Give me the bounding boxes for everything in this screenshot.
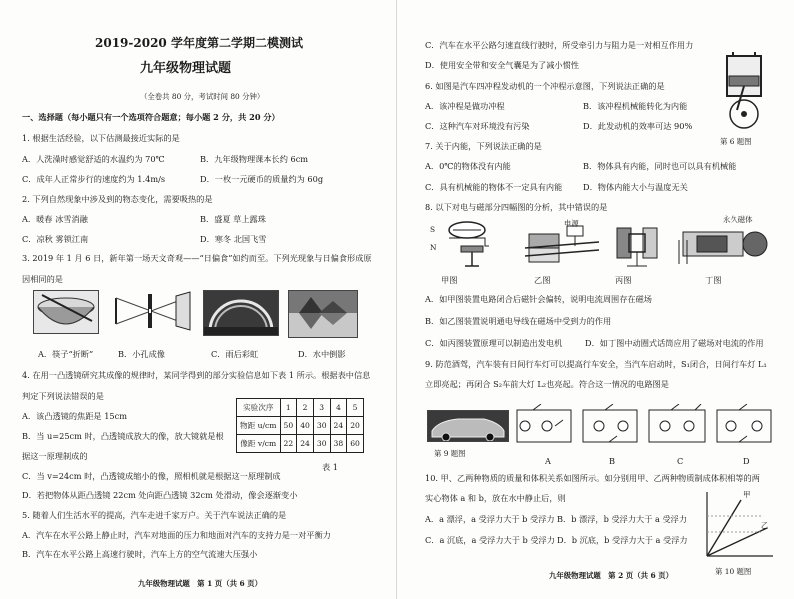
- q3-photo-reflection: [288, 290, 358, 338]
- q4-option-a: A．该凸透镜的焦距是 15cm: [22, 411, 127, 421]
- circuit-b: [583, 404, 637, 442]
- table-row-header: 物距 u/cm: [237, 417, 281, 435]
- q1-option-a: A．人洗澡时感觉舒适的水温约为 70℃: [22, 154, 165, 164]
- generator-coil-icon: [607, 216, 667, 272]
- circuit-c: [649, 404, 705, 442]
- circuit-a: [517, 404, 571, 442]
- q1-stem: 1. 根据生活经验，以下估测最接近实际的是: [22, 133, 180, 143]
- q10-option-d: D．b 沉底，b 受浮力大于 a 受浮力: [557, 535, 688, 545]
- q2-option-b: B．盛夏 草上露珠: [200, 214, 266, 224]
- bowl-icon: [34, 291, 98, 333]
- q9-figure-caption: 第 9 题图: [434, 449, 466, 458]
- magnet-rail-icon: [521, 216, 603, 272]
- q8-option-b: B．如乙图装置说明通电导线在磁场中受到力的作用: [425, 316, 612, 326]
- q9-option-c: C: [677, 456, 684, 466]
- q3-photo-rainbow: [203, 290, 279, 336]
- table-cell: 38: [330, 435, 347, 453]
- compass-circuit-icon: [429, 216, 513, 272]
- q6-engine-diagram: [715, 52, 773, 132]
- q10-option-a: A．a 漂浮，a 受浮力大于 b 受浮力: [425, 514, 555, 524]
- table-row: [237, 435, 364, 453]
- table-cell: 24: [330, 417, 347, 435]
- q7-stem: 7. 关于内能，下列说法正确的是: [425, 141, 542, 151]
- q10-graph-label-jia: 甲: [743, 490, 751, 499]
- engine-cylinder-icon: [715, 52, 773, 132]
- table-row-header: 像距 v/cm: [237, 435, 281, 453]
- q8-label-s: S: [430, 225, 436, 234]
- table-cell: 24: [297, 435, 314, 453]
- q3-option-c: C．雨后彩虹: [211, 349, 259, 359]
- q1-option-d: D．一枚一元硬币的质量约为 60g: [200, 174, 324, 184]
- table-cell: 60: [347, 435, 364, 453]
- q3-option-a: A．筷子“折断”: [38, 349, 94, 359]
- q4-option-b-line2: 据这一原理制成的: [22, 451, 88, 461]
- table-row: [237, 399, 364, 417]
- q10-stem-line1: 10. 甲、乙两种物质的质量和体积关系如图所示。如分别用甲、乙两种物质制成体积相等的两: [425, 473, 760, 483]
- circuit-d: [717, 404, 771, 442]
- q8-figure-yi: [521, 216, 603, 272]
- table-row: [237, 417, 364, 435]
- q6-option-d: D．此发动机的效率可达 90%: [583, 121, 693, 131]
- q9-option-a: A: [545, 456, 551, 466]
- q4-option-d: D．若把物体从距凸透镜 22cm 处向距凸透镜 32cm 处滑动，像会逐渐变小: [22, 490, 298, 500]
- exam-subtitle: 九年级物理试题: [140, 61, 232, 76]
- q5-option-c: C．汽车在水平公路匀速直线行驶时，所受牵引力与阻力是一对相互作用力: [425, 40, 694, 50]
- q3-option-b: B．小孔成像: [118, 349, 165, 359]
- q9-option-b: B: [609, 456, 616, 466]
- q8-caption-jia: 甲图: [441, 275, 458, 285]
- q3-diagram-pinhole: [110, 290, 192, 332]
- q3-option-d: D．水中倒影: [298, 349, 346, 359]
- q6-option-b: B．该冲程机械能转化为内能: [583, 101, 688, 111]
- table-cell: 50: [280, 417, 297, 435]
- q5-option-b: B．汽车在水平公路上高速行驶时，汽车上方的空气流速大压强小: [22, 549, 258, 559]
- table-cell: 4: [330, 399, 347, 417]
- q7-option-d: D．物体内能大小与温度无关: [583, 182, 688, 192]
- q4-stem-line2: 判定下列说法错误的是: [22, 391, 104, 401]
- q8-label-n: N: [430, 243, 437, 252]
- q6-option-c: C．这种汽车对环境没有污染: [425, 121, 530, 131]
- table-cell: 20: [347, 417, 364, 435]
- exam-meta: （全卷共 80 分，考试时间 80 分钟）: [140, 92, 265, 101]
- q8-option-c: C．如丙图装置原理可以制造出发电机: [425, 338, 563, 348]
- q2-stem: 2. 下列自然现象中涉及到的物态变化，需要吸热的是: [22, 194, 213, 204]
- q8-figure-bing: [607, 216, 667, 272]
- q10-option-c: C．a 沉底，a 受浮力大于 b 受浮力: [425, 535, 555, 545]
- q2-option-c: C．凉秋 雾锁江南: [22, 234, 89, 244]
- q9-circuit-diagrams: [513, 404, 775, 450]
- page-2-footer: 九年级物理试题 第 2 页（共 6 页）: [549, 571, 674, 580]
- table-cell: 3: [313, 399, 330, 417]
- q3-stem-line2: 因相同的是: [22, 274, 63, 284]
- q3-photo-chopsticks: [33, 290, 99, 334]
- q2-option-a: A．暖春 冰雪消融: [22, 214, 88, 224]
- q9-stem-line1: 9. 防范酒驾，汽车装有日间行车灯可以提高行车安全，当汽车启动时，S₁闭合，日间行车灯 L₁: [425, 359, 767, 369]
- section-1-heading: 一、选择题（每小题只有一个选项符合题意；每小题 2 分，共 20 分）: [22, 112, 280, 122]
- table-cell: 2: [297, 399, 314, 417]
- q4-table-caption: 表 1: [322, 462, 338, 472]
- q8-stem: 8. 以下对电与磁部分四幅图的分析，其中错误的是: [425, 202, 608, 212]
- q2-option-d: D．寒冬 北国飞雪: [200, 234, 267, 244]
- q8-caption-bing: 丙图: [615, 275, 632, 285]
- q4-stem-line1: 4. 在用一凸透镜研究其成像的规律时，某同学得到的部分实验信息如下表 1 所示。根据表中信息: [22, 370, 371, 380]
- table-cell: 1: [280, 399, 297, 417]
- q4-option-b-line1: B．当 u=25cm 时，凸透镜成放大的像，放大镜就是根: [22, 431, 224, 441]
- q1-option-b: B．九年级物理课本长约 6cm: [200, 154, 309, 164]
- q10-graph-label-yi: 乙: [761, 521, 769, 530]
- q10-stem-line2: 实心物体 a 和 b，放在水中静止后，则: [425, 493, 566, 503]
- table-cell: 30: [313, 417, 330, 435]
- q6-figure-caption: 第 6 题图: [720, 137, 752, 146]
- q1-option-c: C．成年人正常步行的速度约为 1.4m/s: [22, 174, 166, 184]
- q8-option-d: D．如丁图中动圈式话筒应用了磁场对电流的作用: [585, 338, 764, 348]
- q5-option-d: D．使用安全带和安全气囊是为了减小惯性: [425, 60, 579, 70]
- table-cell: 22: [280, 435, 297, 453]
- pinhole-camera-icon: [110, 290, 192, 332]
- q5-option-a: A．汽车在水平公路上静止时，汽车对地面的压力和地面对汽车的支持力是一对平衡力: [22, 530, 331, 540]
- reflection-icon: [289, 291, 357, 337]
- q10-option-b: B．b 漂浮，b 受浮力大于 a 受浮力: [557, 514, 688, 524]
- q10-figure-caption: 第 10 题图: [715, 567, 752, 576]
- table-row-header: 实验次序: [237, 399, 281, 417]
- q8-option-a: A．如甲图装置电路闭合后磁针会偏转，说明电流周围存在磁场: [425, 294, 652, 304]
- q9-stem-line2: 立即亮起；再闭合 S₂车前大灯 L₂也亮起。符合这一情况的电路图是: [425, 379, 669, 389]
- q7-option-b: B．物体具有内能，同时也可以具有机械能: [583, 161, 737, 171]
- q7-option-c: C．具有机械能的物体不一定具有内能: [425, 182, 563, 192]
- exam-title: 2019-2020 学年度第二学期二模测试: [95, 36, 303, 50]
- q5-stem: 5. 随着人们生活水平的提高，汽车走进千家万户。关于汽车说法正确的是: [22, 510, 287, 520]
- q3-stem-line1: 3. 2019 年 1 月 6 日，新年第一场天文奇观——“日偏食”如约而至。下列光现象与日偏食形成原: [22, 253, 372, 263]
- table-cell: 40: [297, 417, 314, 435]
- q4-option-c: C．当 v=24cm 时，凸透镜成缩小的像，照相机就是根据这一原理制成: [22, 471, 281, 481]
- q8-caption-yi: 乙图: [534, 275, 551, 285]
- q8-label-magnet: 永久磁体: [723, 215, 753, 224]
- car-icon: [428, 411, 508, 441]
- page-2: [397, 0, 794, 599]
- q8-figure-jia: [429, 216, 513, 272]
- q9-car-photo: [427, 410, 509, 442]
- q9-option-d: D: [743, 456, 750, 466]
- q7-option-a: A．0℃的物体没有内能: [425, 161, 511, 171]
- table-cell: 5: [347, 399, 364, 417]
- q6-stem: 6. 如图是汽车四冲程发动机的一个冲程示意图，下列说法正确的是: [425, 81, 665, 91]
- q4-experiment-table: [236, 398, 364, 453]
- q8-caption-ding: 丁图: [705, 275, 722, 285]
- table-cell: 30: [313, 435, 330, 453]
- rainbow-icon: [204, 291, 278, 335]
- page-1-footer: 九年级物理试题 第 1 页（共 6 页）: [138, 579, 263, 588]
- q8-label-power: 电源: [564, 219, 579, 228]
- q6-option-a: A．该冲程是做功冲程: [425, 101, 505, 111]
